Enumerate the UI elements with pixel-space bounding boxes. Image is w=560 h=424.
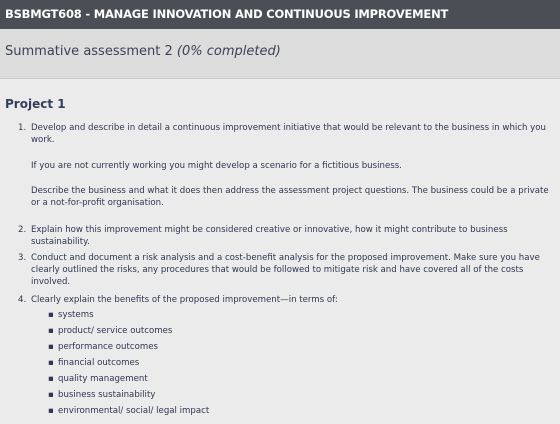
question-number: 1. [18, 123, 27, 133]
question-1-note: Describe the business and what it does then address the assessment project questions. The business could be a private or a not-for-profit organisation. [31, 186, 549, 208]
list-item [48, 403, 209, 419]
course-title-bar [0, 0, 560, 29]
bullet-icon: ▪ [48, 310, 54, 320]
list-item-text: product/ service outcomes [58, 326, 173, 336]
course-title: BSBMGT608 - MANAGE INNOVATION AND CONTINUOUS IMPROVEMENT [5, 7, 449, 21]
benefits-list [48, 307, 209, 419]
question-1-note: If you are not currently working you might develop a scenario for a fictitious business. [31, 161, 402, 171]
project-title: Project 1 [5, 97, 66, 111]
bullet-icon: ▪ [48, 342, 54, 352]
question-number: 3. [18, 253, 27, 263]
list-item-text: business sustainability [58, 390, 156, 400]
list-item [48, 387, 209, 403]
question-4 [18, 294, 551, 306]
bullet-icon: ▪ [48, 358, 54, 368]
question-number: 2. [18, 225, 27, 235]
question-1 [18, 122, 551, 146]
bullet-icon: ▪ [48, 406, 54, 416]
list-item [48, 355, 209, 371]
question-text: Explain how this improvement might be considered creative or innovative, how it might contribute to business sustainability. [31, 225, 508, 247]
assessment-title [5, 44, 281, 59]
list-item [48, 307, 209, 323]
bullet-icon: ▪ [48, 326, 54, 336]
question-text: Clearly explain the benefits of the proposed improvement—in terms of: [31, 295, 338, 305]
list-item-text: environmental/ social/ legal impact [58, 406, 210, 416]
list-item [48, 371, 209, 387]
assessment-title-text: Summative assessment 2 [5, 44, 173, 59]
question-3 [18, 252, 547, 288]
bullet-icon: ▪ [48, 390, 54, 400]
list-item-text: financial outcomes [58, 358, 140, 368]
question-number: 4. [18, 295, 27, 305]
question-text: Develop and describe in detail a continuous improvement initiative that would be relevant to the business in which you work. [31, 123, 546, 145]
list-item-text: performance outcomes [58, 342, 158, 352]
list-item-text: systems [58, 310, 94, 320]
list-item [48, 339, 209, 355]
question-text: Conduct and document a risk analysis and a cost-benefit analysis for the proposed improvement. Make sure you have clearly outlined the risks, any procedures that would be followed to mitigate risk and have covered all of the costs involved. [31, 253, 540, 287]
bullet-icon: ▪ [48, 374, 54, 384]
list-item-text: quality management [58, 374, 148, 384]
list-item [48, 323, 209, 339]
assessment-progress: (0% completed) [176, 44, 281, 59]
question-2 [18, 224, 531, 248]
